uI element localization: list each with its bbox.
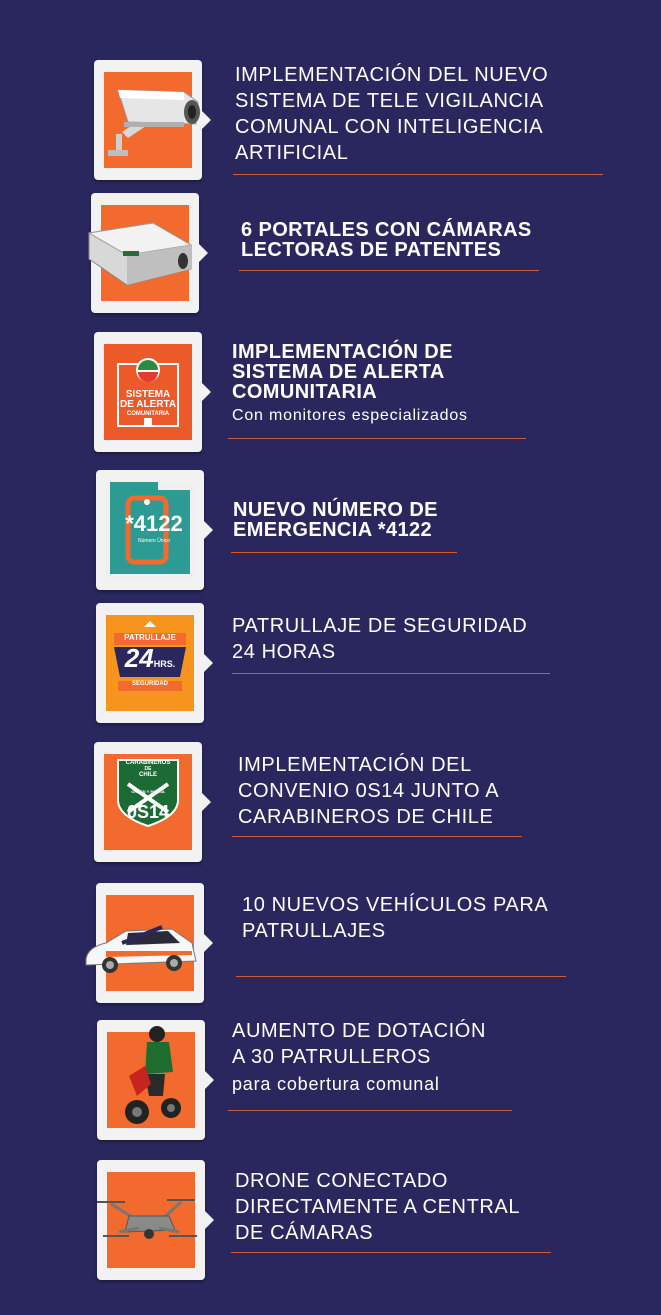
- divider: [231, 1252, 551, 1253]
- divider: [236, 976, 566, 977]
- feature-card-8: [97, 1020, 205, 1140]
- logo-text: PATRULLAJE: [124, 633, 176, 642]
- divider: [228, 438, 526, 439]
- divider: [239, 270, 539, 271]
- feature-title-line: IMPLEMENTACIÓN DEL NUEVO: [235, 64, 549, 86]
- divider: [231, 552, 457, 553]
- feature-title-line: SISTEMA DE ALERTA: [232, 361, 445, 383]
- logo-text: CARABINEROS: [125, 760, 171, 766]
- plate-reader-camera-icon: [83, 215, 203, 305]
- feature-title-line: 6 PORTALES CON CÁMARAS: [241, 219, 532, 241]
- feature-title-line: SISTEMA DE TELE VIGILANCIA: [235, 90, 544, 112]
- logo-text: SISTEMA: [125, 389, 171, 400]
- feature-title-line: ARTIFICIAL: [235, 142, 349, 164]
- feature-subtitle: Con monitores especializados: [232, 407, 468, 424]
- emergency-number-subtext: Número Único: [138, 538, 170, 544]
- feature-title-line: 24 HORAS: [232, 641, 336, 663]
- feature-card-9: [97, 1160, 205, 1280]
- feature-title-line: EMERGENCIA *4122: [233, 519, 433, 541]
- feature-title-line: AUMENTO DE DOTACIÓN: [232, 1020, 487, 1042]
- feature-title-line: LECTORAS DE PATENTES: [241, 239, 502, 261]
- drone-icon: [89, 1192, 209, 1252]
- feature-card-4: [96, 470, 204, 590]
- patrol-car-icon: [82, 921, 202, 981]
- feature-title-line: PATRULLAJES: [242, 920, 386, 942]
- feature-title-line: A 30 PATRULLEROS: [232, 1046, 431, 1068]
- feature-card-2: [91, 193, 199, 313]
- feature-card-5: [96, 603, 204, 723]
- divider: [232, 836, 522, 837]
- logo-text: CHILE: [139, 772, 157, 778]
- logo-text: DE: [144, 766, 152, 772]
- logo-text: DE ALERTA: [119, 399, 177, 410]
- logo-text: SEGURIDAD: [131, 681, 168, 687]
- emergency-number-text: *4122: [125, 511, 183, 536]
- feature-card-1: [94, 60, 202, 180]
- feature-title-line: 10 NUEVOS VEHÍCULOS PARA: [242, 894, 549, 916]
- divider: [228, 1110, 512, 1111]
- feature-title-line: DE CÁMARAS: [235, 1222, 374, 1244]
- feature-title-line: DIRECTAMENTE A CENTRAL: [235, 1196, 521, 1218]
- logo-text: HRS.: [153, 659, 176, 669]
- logo-text: 24: [124, 643, 154, 673]
- logo-text: COMUNITARIA: [126, 411, 170, 417]
- feature-title-line: CARABINEROS DE CHILE: [238, 806, 494, 828]
- feature-title-line: PATRULLAJE DE SEGURIDAD: [232, 615, 528, 637]
- divider: [232, 673, 550, 674]
- feature-title-line: COMUNITARIA: [232, 381, 378, 403]
- feature-title-line: IMPLEMENTACIÓN DEL: [238, 754, 472, 776]
- feature-title-line: NUEVO NÚMERO DE: [233, 499, 438, 521]
- feature-title-line: CONVENIO 0S14 JUNTO A: [238, 780, 500, 802]
- feature-card-3: [94, 332, 202, 452]
- divider: [233, 174, 603, 175]
- feature-title-line: COMUNAL CON INTELIGENCIA: [235, 116, 544, 138]
- logo-text: ORDEN Y PATRIA: [131, 789, 165, 794]
- feature-card-6: [94, 742, 202, 862]
- motorcycle-patroller-icon: [107, 1022, 195, 1132]
- feature-title-line: DRONE CONECTADO: [235, 1170, 449, 1192]
- feature-title-line: IMPLEMENTACIÓN DE: [232, 341, 453, 363]
- feature-card-7: [96, 883, 204, 1003]
- security-camera-icon: [88, 72, 208, 172]
- feature-subtitle: para cobertura comunal: [232, 1074, 440, 1094]
- logo-text: 0S14: [126, 802, 170, 822]
